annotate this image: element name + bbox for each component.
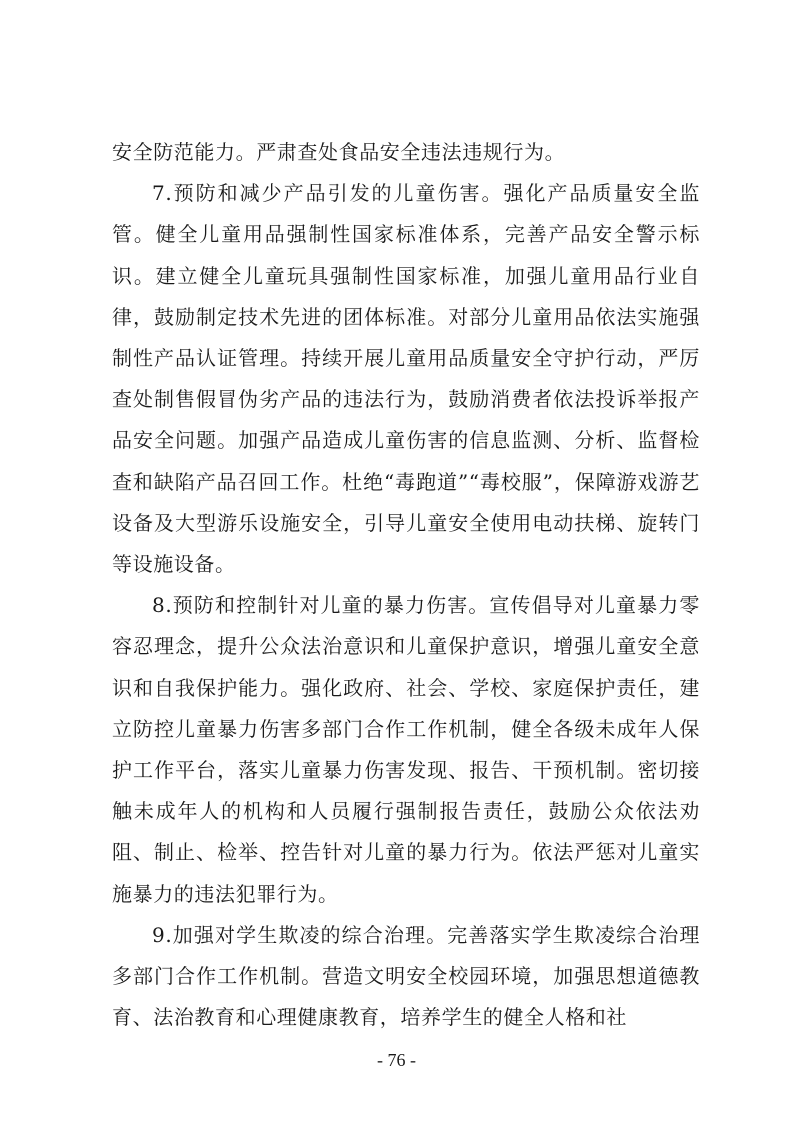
document-body (112, 132, 700, 1038)
page-number: - 76 - (377, 1050, 416, 1070)
paragraph-item-9: 9.加强对学生欺凌的综合治理。完善落实学生欺凌综合治理多部门合作工作机制。营造文明安全校园环境，加强思想道德教育、法治教育和心理健康教育，培养学生的健全人格和社 (112, 922, 700, 1030)
paragraph-item-7: 7.预防和减少产品引发的儿童伤害。强化产品质量安全监管。健全儿童用品强制性国家标准体系，完善产品安全警示标识。建立健全儿童玩具强制性国家标准，加强儿童用品行业自律，鼓励制定技术先进的团体标准。对部分儿童用品依法实施强制性产品认证管理。持续开展儿童用品质量安全守护行动，严厉查处制售假冒伪劣产品的违法行为，鼓励消费者依法投诉举报产品安全问题。加强产品造成儿童伤害的信息监测、分析、监督检查和缺陷产品召回工作。杜绝“毒跑道”“毒校服”，保障游戏游艺设备及大型游乐设施安全，引导儿童安全使用电动扶梯、旋转门等设施设备。 (112, 181, 700, 577)
paragraph-item-8: 8.预防和控制针对儿童的暴力伤害。宣传倡导对儿童暴力零容忍理念，提升公众法治意识和儿童保护意识，增强儿童安全意识和自我保护能力。强化政府、社会、学校、家庭保护责任，建立防控儿童暴力伤害多部门合作工作机制，健全各级未成年人保护工作平台，落实儿童暴力伤害发现、报告、干预机制。密切接触未成年人的机构和人员履行强制报告责任，鼓励公众依法劝阻、制止、检举、控告针对儿童的暴力行为。依法严惩对儿童实施暴力的违法犯罪行为。 (112, 593, 700, 906)
paragraph-continuation: 安全防范能力。严肃查处食品安全违法违规行为。 (112, 140, 566, 164)
